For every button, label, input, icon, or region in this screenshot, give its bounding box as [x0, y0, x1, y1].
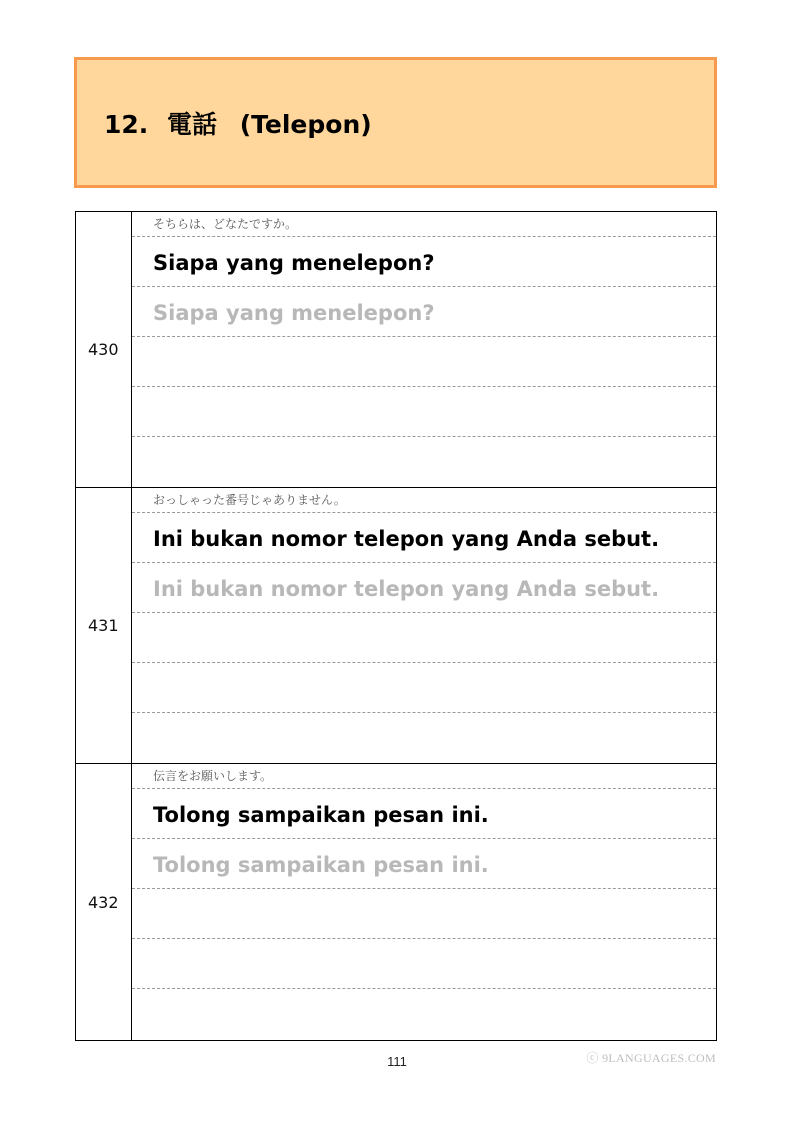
sentence-number: 430 [76, 212, 132, 487]
japanese-sentence: おっしゃった番号じゃありません。 [132, 488, 716, 513]
practice-entry [76, 212, 716, 488]
sentence-number: 431 [76, 488, 132, 763]
chapter-header [74, 57, 717, 188]
blank-writing-line[interactable] [132, 437, 716, 487]
writing-lines [132, 488, 716, 763]
trace-sentence: Tolong sampaikan pesan ini. [132, 839, 716, 889]
japanese-sentence: 伝言をお願いします。 [132, 764, 716, 789]
practice-table [75, 211, 717, 1041]
blank-writing-line[interactable] [132, 337, 716, 387]
blank-writing-line[interactable] [132, 989, 716, 1039]
practice-entry [76, 764, 716, 1040]
indonesian-sentence: Siapa yang menelepon? [132, 237, 716, 287]
sentence-number: 432 [76, 764, 132, 1040]
chapter-number: 12. [104, 110, 149, 139]
blank-writing-line[interactable] [132, 889, 716, 939]
writing-lines [132, 764, 716, 1040]
japanese-sentence: そちらは、どなたですか。 [132, 212, 716, 237]
writing-lines [132, 212, 716, 487]
blank-writing-line[interactable] [132, 613, 716, 663]
trace-sentence: Ini bukan nomor telepon yang Anda sebut. [132, 563, 716, 613]
page-number: 111 [387, 1054, 407, 1069]
indonesian-sentence: Ini bukan nomor telepon yang Anda sebut. [132, 513, 716, 563]
blank-writing-line[interactable] [132, 663, 716, 713]
chapter-title-indonesian: (Telepon) [239, 110, 372, 139]
trace-sentence: Siapa yang menelepon? [132, 287, 716, 337]
copyright-notice: ⓒ 9LANGUAGES.COM [586, 1051, 716, 1065]
indonesian-sentence: Tolong sampaikan pesan ini. [132, 789, 716, 839]
chapter-title [104, 110, 372, 140]
chapter-title-japanese: 電話 [167, 110, 218, 139]
blank-writing-line[interactable] [132, 387, 716, 437]
blank-writing-line[interactable] [132, 713, 716, 763]
practice-entry [76, 488, 716, 764]
blank-writing-line[interactable] [132, 939, 716, 989]
